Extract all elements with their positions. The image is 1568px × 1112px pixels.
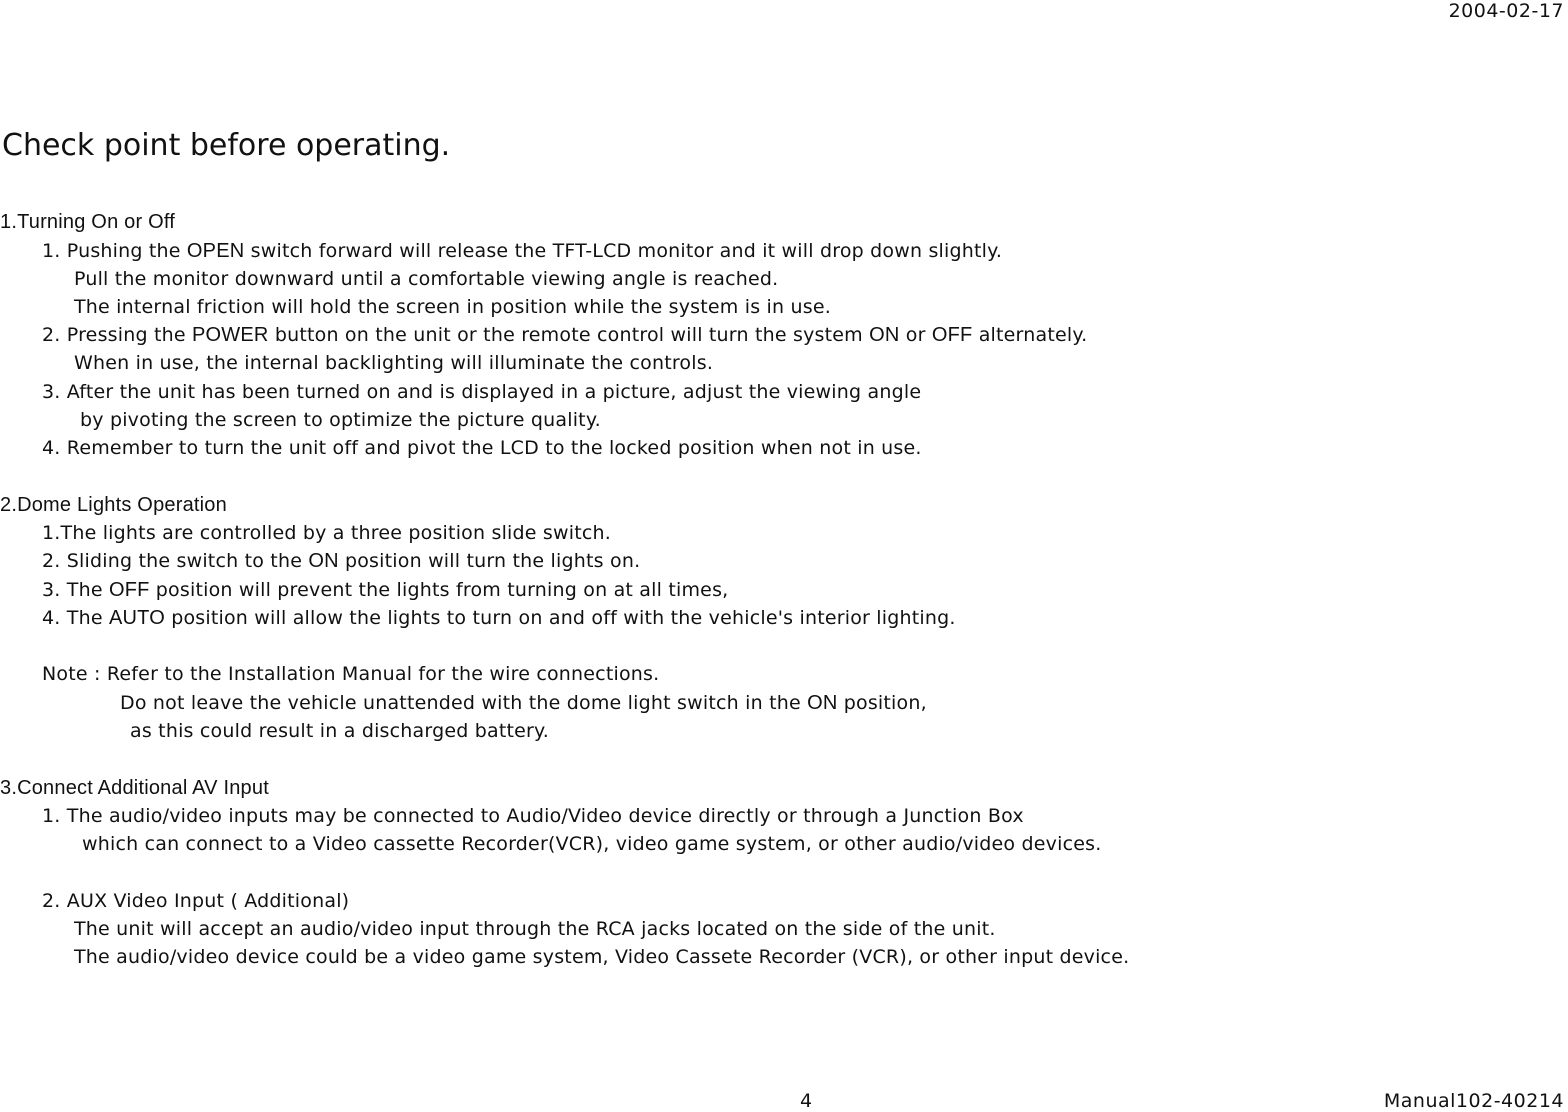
page-title: Check point before operating. <box>2 128 451 163</box>
section-heading-dome-lights: 2.Dome Lights Operation <box>0 494 227 516</box>
page-number: 4 <box>800 1090 813 1112</box>
keyword-open: OPEN <box>186 240 245 262</box>
document-date: 2004-02-17 <box>1448 0 1564 22</box>
instruction-line: 2. Sliding the switch to the ON position will turn the lights on. <box>42 550 641 572</box>
instruction-line: The unit will accept an audio/video input through the RCA jacks located on the side of the unit. <box>74 918 996 940</box>
instruction-line: 3. After the unit has been turned on and is displayed in a picture, adjust the viewing angle <box>42 381 922 403</box>
note-line: Do not leave the vehicle unattended with the dome light switch in the ON position, <box>120 692 927 714</box>
instruction-line: When in use, the internal backlighting will illuminate the controls. <box>74 352 714 374</box>
keyword-on: ON <box>308 550 339 572</box>
keyword-auto: AUTO <box>108 607 165 629</box>
keyword-on: ON <box>869 324 900 346</box>
instruction-line: 2. AUX Video Input ( Additional) <box>42 890 350 912</box>
note-line: Note : Refer to the Installation Manual for the wire connections. <box>42 663 660 685</box>
instruction-line: 3. The OFF position will prevent the lights from turning on at all times, <box>42 579 729 601</box>
instruction-line: 1.The lights are controlled by a three position slide switch. <box>42 522 612 544</box>
instruction-line: Pull the monitor downward until a comfortable viewing angle is reached. <box>74 268 779 290</box>
section-heading-av-input: 3.Connect Additional AV Input <box>0 777 269 799</box>
manual-id: Manual102-40214 <box>1383 1090 1564 1112</box>
instruction-line: which can connect to a Video cassette Recorder(VCR), video game system, or other audio/video devices. <box>82 833 1102 855</box>
instruction-line: The internal friction will hold the screen in position while the system is in use. <box>74 296 831 318</box>
keyword-on: ON <box>807 692 838 714</box>
keyword-off: OFF <box>108 579 150 601</box>
instruction-line: 4. The AUTO position will allow the lights to turn on and off with the vehicle's interior lighting. <box>42 607 956 629</box>
instruction-line: 4. Remember to turn the unit off and pivot the LCD to the locked position when not in use. <box>42 437 922 459</box>
instruction-line: 2. Pressing the POWER button on the unit or the remote control will turn the system ON or OFF alternately. <box>42 324 1088 346</box>
keyword-power: POWER <box>192 324 269 346</box>
instruction-line: 1. Pushing the OPEN switch forward will release the TFT-LCD monitor and it will drop down slightly. <box>42 240 1003 262</box>
note-line: as this could result in a discharged battery. <box>130 720 549 742</box>
instruction-line: 1. The audio/video inputs may be connected to Audio/Video device directly or through a Junction Box <box>42 805 1024 827</box>
instruction-line: The audio/video device could be a video game system, Video Cassete Recorder (VCR), or other input device. <box>74 946 1130 968</box>
keyword-off: OFF <box>931 324 973 346</box>
section-heading-turning-on-off: 1.Turning On or Off <box>0 211 175 233</box>
instruction-line: by pivoting the screen to optimize the picture quality. <box>80 409 601 431</box>
